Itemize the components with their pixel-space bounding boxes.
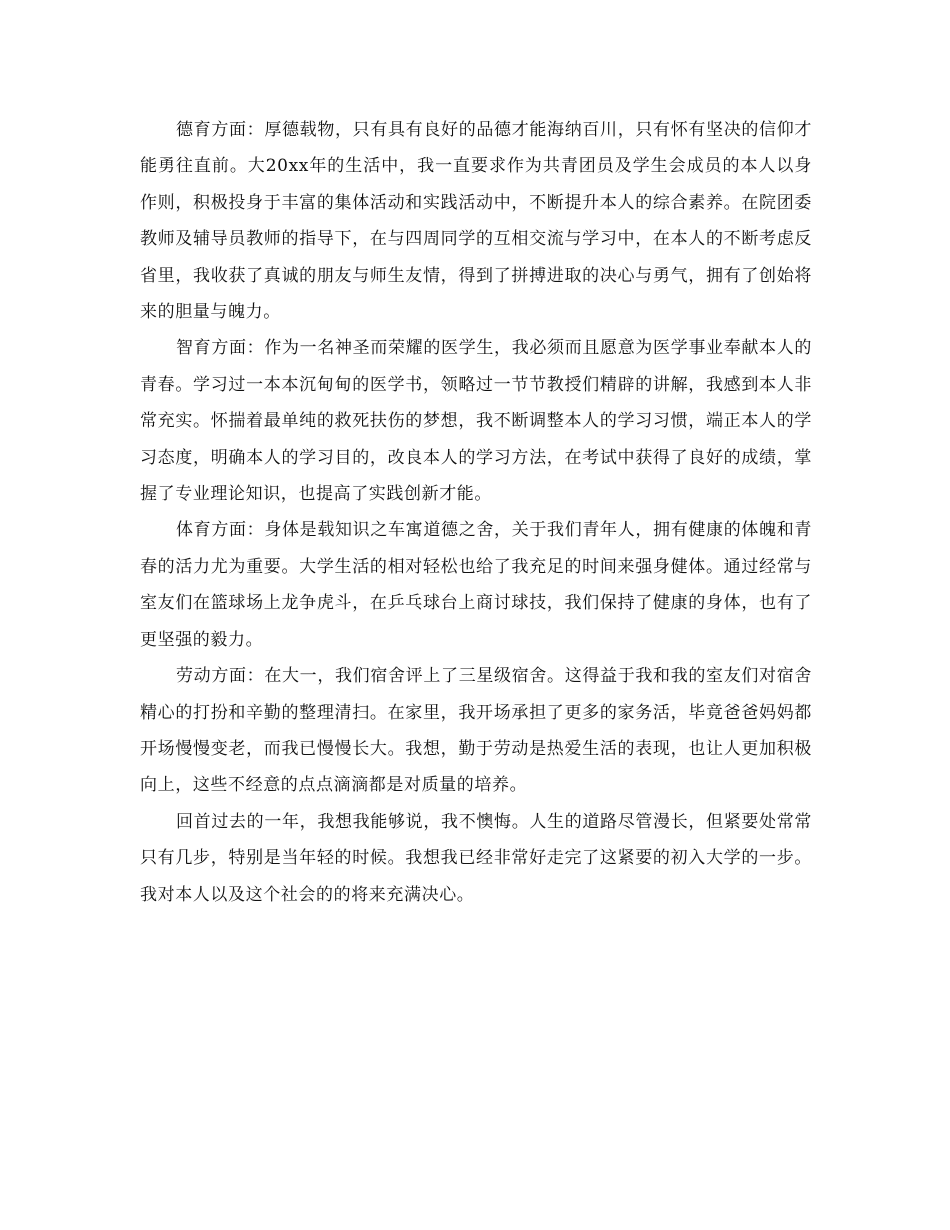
document-body — [140, 112, 812, 913]
paragraph-labor-education: 劳动方面：在大一，我们宿舍评上了三星级宿舍。这得益于我和我的室友们对宿舍精心的打扮和辛勤的整理清扫。在家里，我开场承担了更多的家务活，毕竟爸爸妈妈都开场慢慢变老，而我已慢慢长大。我想，勤于劳动是热爱生活的表现，也让人更加积极向上，这些不经意的点点滴滴都是对质量的培养。 — [140, 666, 812, 796]
paragraph-intellectual-education: 智育方面：作为一名神圣而荣耀的医学生，我必须而且愿意为医学事业奉献本人的青春。学习过一本本沉甸甸的医学书，领略过一节节教授们精辟的讲解，我感到本人非常充实。怀揣着最单纯的救死扶伤的梦想，我不断调整本人的学习习惯，端正本人的学习态度，明确本人的学习目的，改良本人的学习方法，在考试中获得了良好的成绩，掌握了专业理论知识，也提高了实践创新才能。 — [140, 338, 812, 505]
paragraph-conclusion: 回首过去的一年，我想我能够说，我不懊悔。人生的道路尽管漫长，但紧要处常常只有几步，特别是当年轻的时候。我想我已经非常好走完了这紧要的初入大学的一步。我对本人以及这个社会的的将来充满决心。 — [140, 811, 812, 905]
paragraph-moral-education: 德育方面：厚德载物，只有具有良好的品德才能海纳百川，只有怀有坚决的信仰才能勇往直前。大20xx年的生活中，我一直要求作为共青团员及学生会成员的本人以身作则，积极投身于丰富的集体活动和实践活动中，不断提升本人的综合素养。在院团委教师及辅导员教师的指导下，在与四周同学的互相交流与学习中，在本人的不断考虑反省里，我收获了真诚的朋友与师生友情，得到了拼搏进取的决心与勇气，拥有了创始将来的胆量与魄力。 — [140, 120, 812, 323]
paragraph-physical-education: 体育方面：身体是载知识之车寓道德之舍，关于我们青年人，拥有健康的体魄和青春的活力尤为重要。大学生活的相对轻松也给了我充足的时间来强身健体。通过经常与室友们在篮球场上龙争虎斗，在乒乓球台上商讨球技，我们保持了健康的身体，也有了更坚强的毅力。 — [140, 520, 812, 650]
